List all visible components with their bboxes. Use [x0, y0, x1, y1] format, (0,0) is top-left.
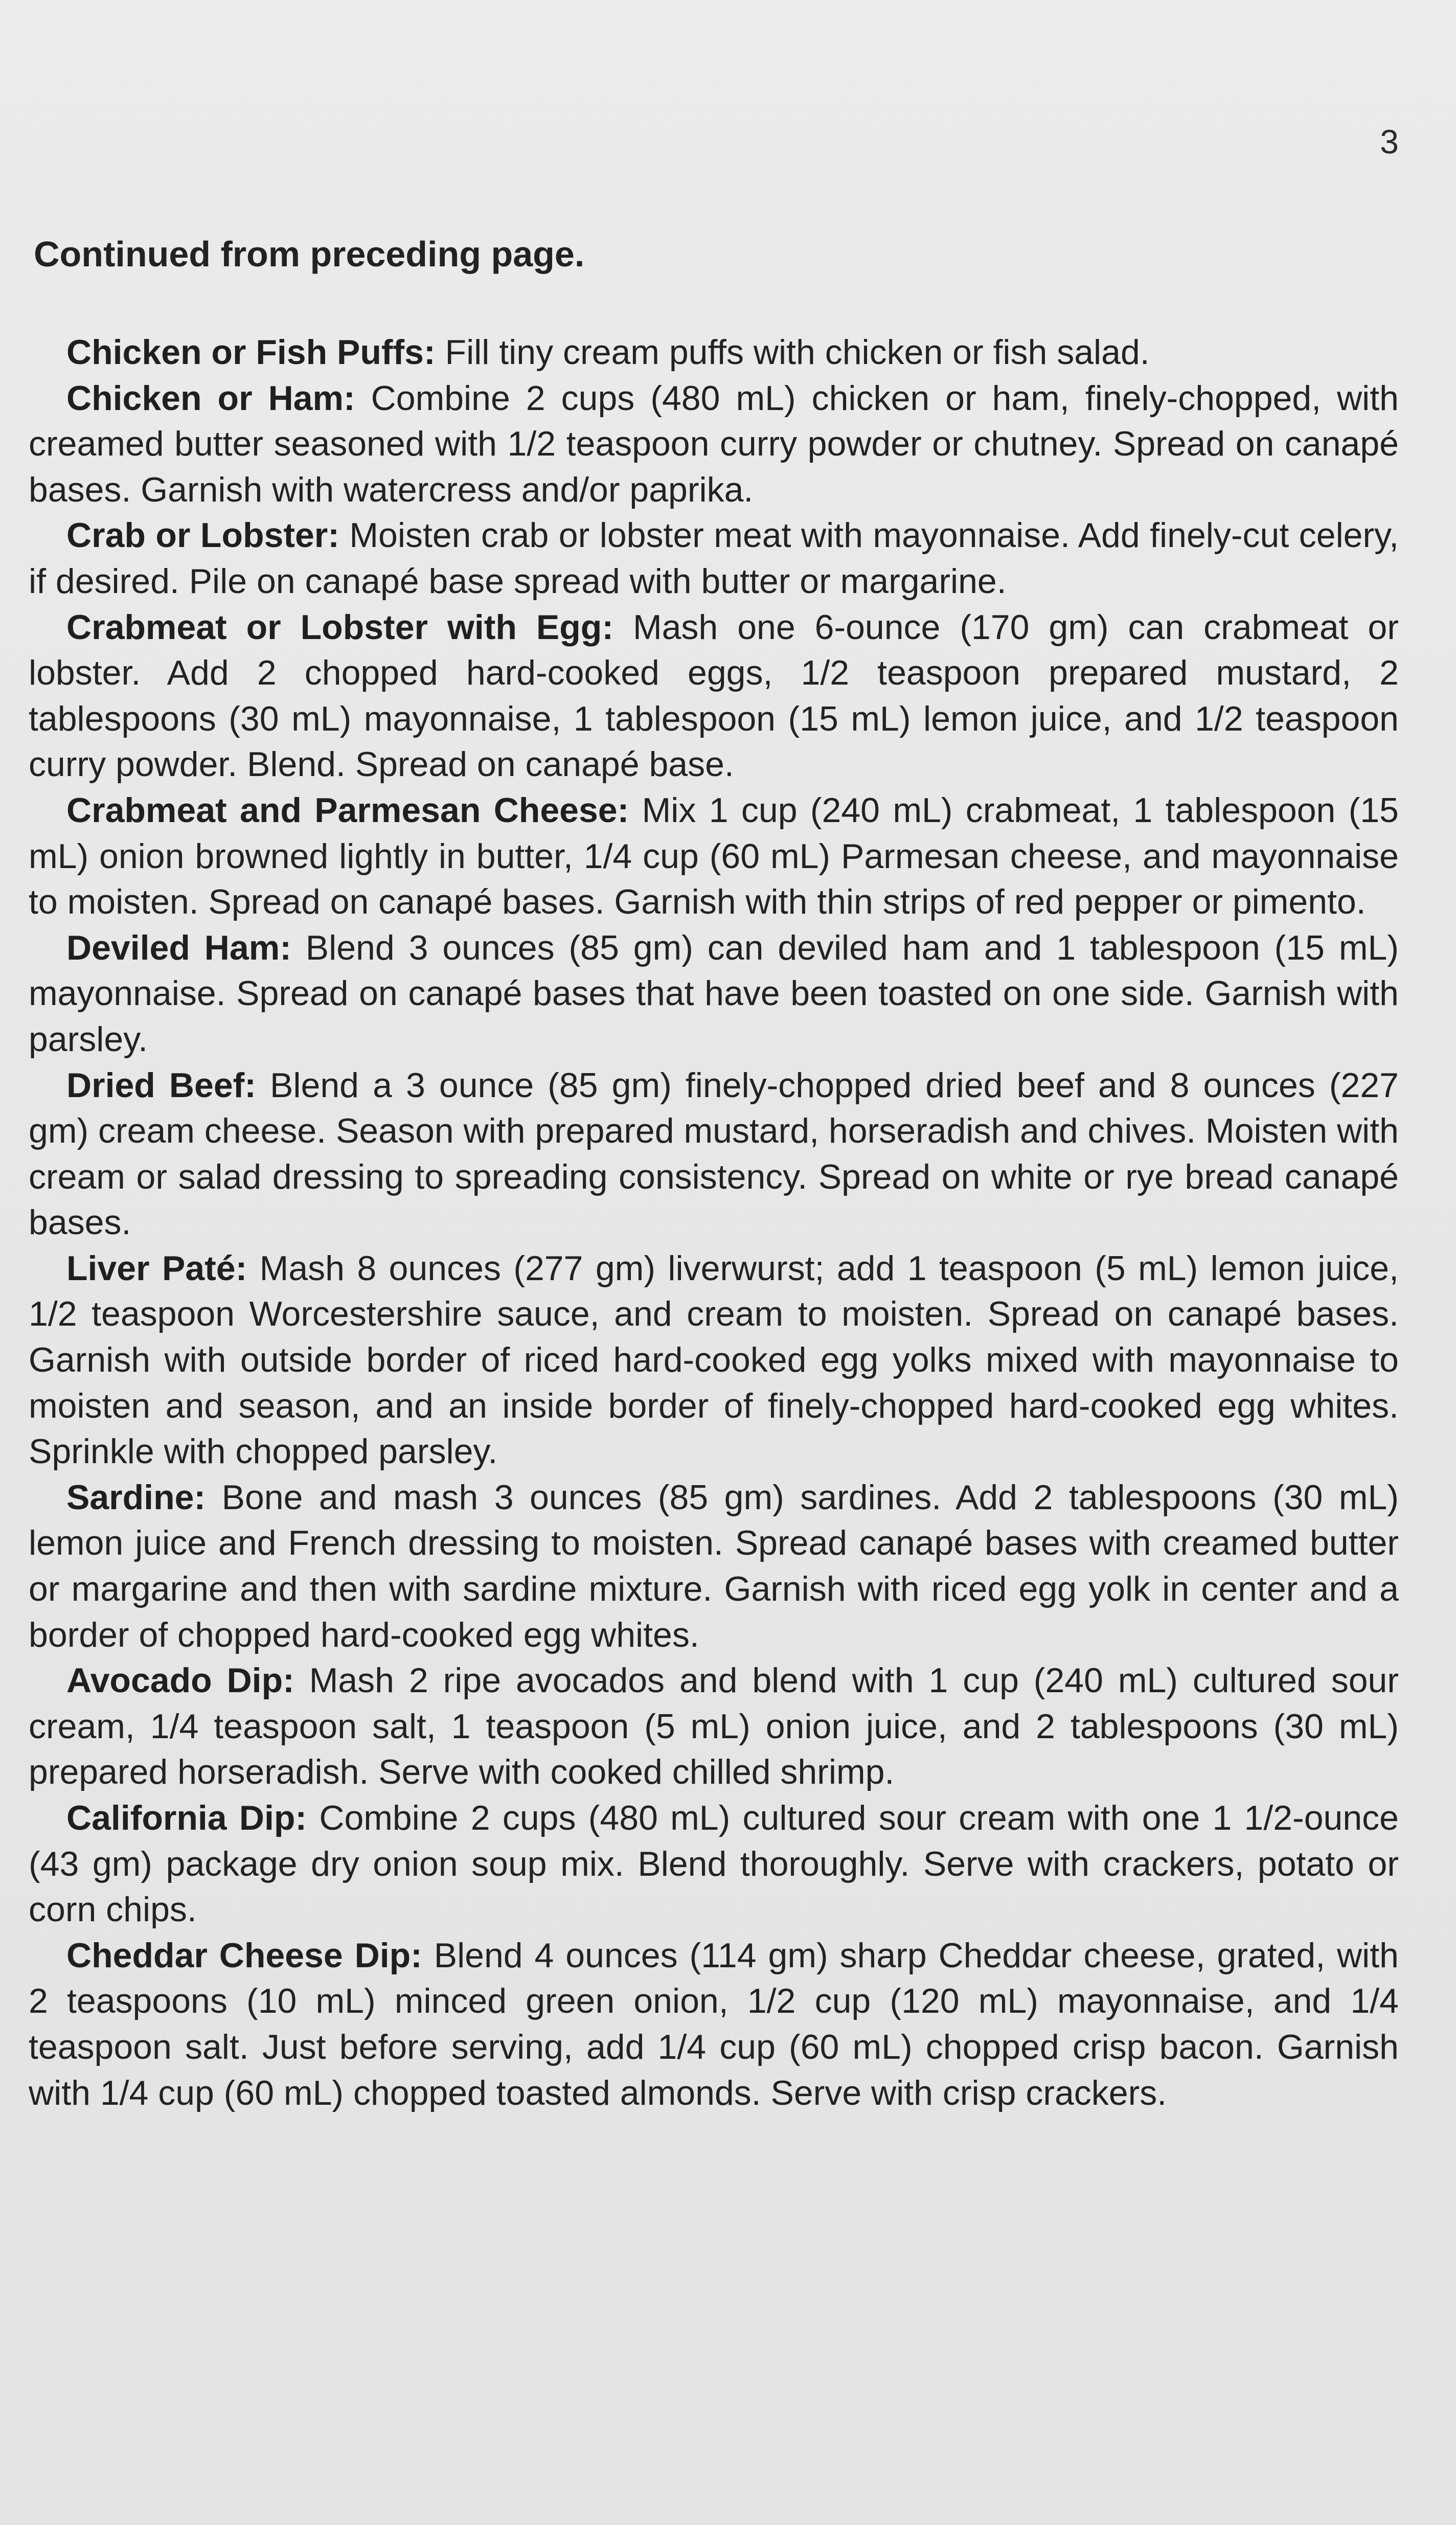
recipe-entry-sardine — [29, 1475, 1399, 1658]
recipe-entry-chicken-or-ham — [29, 376, 1399, 513]
recipe-entry-california-dip — [29, 1795, 1399, 1933]
recipe-term: Crab or Lobster: — [66, 516, 339, 555]
recipe-entry-deviled-ham — [29, 925, 1399, 1063]
recipe-text: Blend 4 ounces (114 gm) sharp Cheddar cheese, grated, with 2 teaspoons (10 mL) minced green onion, 1/2 cup (120 mL) mayonnaise, and 1/4 teaspoon salt. Just before serving, add 1/4 cup (60 mL) chopped crisp bacon. Garnish with 1/4 cup (60 mL) chopped toasted almonds. Serve with crisp crackers. — [29, 1936, 1399, 2112]
recipe-term: Chicken or Ham: — [66, 378, 355, 418]
recipe-text: Mix 1 cup (240 mL) crabmeat, 1 tablespoon (15 mL) onion browned lightly in butter, 1/4 cup (60 mL) Parmesan cheese, and mayonnaise to moisten. Spread on canapé bases. Garnish with thin strips of red pepper or pimento. — [29, 790, 1399, 922]
recipe-term: Crabmeat or Lobster with Egg: — [66, 607, 613, 647]
recipe-entry-liver-pate — [29, 1246, 1399, 1475]
continued-heading: Continued from preceding page. — [34, 234, 585, 274]
recipe-text: Blend a 3 ounce (85 gm) finely-chopped dried beef and 8 ounces (227 gm) cream cheese. Season with prepared mustard, horseradish and chives. Moisten with cream or salad dressing to spreading consistency. Spread on white or rye bread canapé bases. — [29, 1065, 1399, 1242]
recipe-entry-dried-beef — [29, 1063, 1399, 1246]
recipe-entry-crab-or-lobster — [29, 513, 1399, 604]
recipe-entry-crabmeat-parmesan — [29, 788, 1399, 925]
recipe-text: Mash 8 ounces (277 gm) liverwurst; add 1 teaspoon (5 mL) lemon juice, 1/2 teaspoon Worcestershire sauce, and cream to moisten. Spread on canapé bases. Garnish with outside border of riced hard-cooked egg yolks mixed with mayonnaise to moisten and season, and an inside border of finely-chopped hard-cooked egg whites. Sprinkle with chopped parsley. — [29, 1248, 1399, 1471]
recipe-text: Bone and mash 3 ounces (85 gm) sardines. Add 2 tablespoons (30 mL) lemon juice and French dressing to moisten. Spread canapé bases with creamed butter or margarine and then with sardine mixture. Garnish with riced egg yolk in center and a border of chopped hard-cooked egg whites. — [29, 1477, 1399, 1654]
recipe-list — [29, 330, 1399, 2116]
recipe-entry-cheddar-cheese-dip — [29, 1933, 1399, 2116]
recipe-term: Chicken or Fish Puffs: — [66, 333, 436, 372]
recipe-term: Liver Paté: — [66, 1248, 247, 1288]
recipe-text: Mash one 6-ounce (170 gm) can crabmeat or lobster. Add 2 chopped hard-cooked eggs, 1/2 teaspoon prepared mustard, 2 tablespoons (30 mL) mayonnaise, 1 tablespoon (15 mL) lemon juice, and 1/2 teaspoon curry powder. Blend. Spread on canapé base. — [29, 607, 1399, 784]
recipe-term: Avocado Dip: — [66, 1661, 294, 1700]
recipe-text: Fill tiny cream puffs with chicken or fish salad. — [435, 333, 1150, 372]
recipe-text: Mash 2 ripe avocados and blend with 1 cup (240 mL) cultured sour cream, 1/4 teaspoon salt, 1 teaspoon (5 mL) onion juice, and 2 tablespoons (30 mL) prepared horseradish. Serve with cooked chilled shrimp. — [29, 1661, 1399, 1792]
recipe-term: Cheddar Cheese Dip: — [66, 1936, 422, 1975]
recipe-entry-chicken-or-fish-puffs — [29, 330, 1399, 376]
recipe-term: Sardine: — [66, 1477, 206, 1517]
recipe-term: Deviled Ham: — [66, 928, 291, 967]
recipe-text: Blend 3 ounces (85 gm) can deviled ham and 1 tablespoon (15 mL) mayonnaise. Spread on canapé bases that have been toasted on one side. Garnish with parsley. — [29, 928, 1399, 1059]
recipe-term: Crabmeat and Parmesan Cheese: — [66, 790, 629, 830]
page-number: 3 — [1380, 123, 1399, 161]
recipe-text: Moisten crab or lobster meat with mayonnaise. Add finely-cut celery, if desired. Pile on canapé base spread with butter or margarine. — [29, 516, 1399, 601]
recipe-term: Dried Beef: — [66, 1065, 256, 1105]
recipe-entry-crabmeat-lobster-egg — [29, 605, 1399, 788]
recipe-text: Combine 2 cups (480 mL) cultured sour cream with one 1 1/2-ounce (43 gm) package dry onion soup mix. Blend thoroughly. Serve with crackers, potato or corn chips. — [29, 1799, 1399, 1929]
recipe-text: Combine 2 cups (480 mL) chicken or ham, finely-chopped, with creamed butter seasoned with 1/2 teaspoon curry powder or chutney. Spread on canapé bases. Garnish with watercress and/or paprika. — [29, 378, 1399, 509]
recipe-entry-avocado-dip — [29, 1658, 1399, 1795]
recipe-term: California Dip: — [66, 1799, 307, 1837]
